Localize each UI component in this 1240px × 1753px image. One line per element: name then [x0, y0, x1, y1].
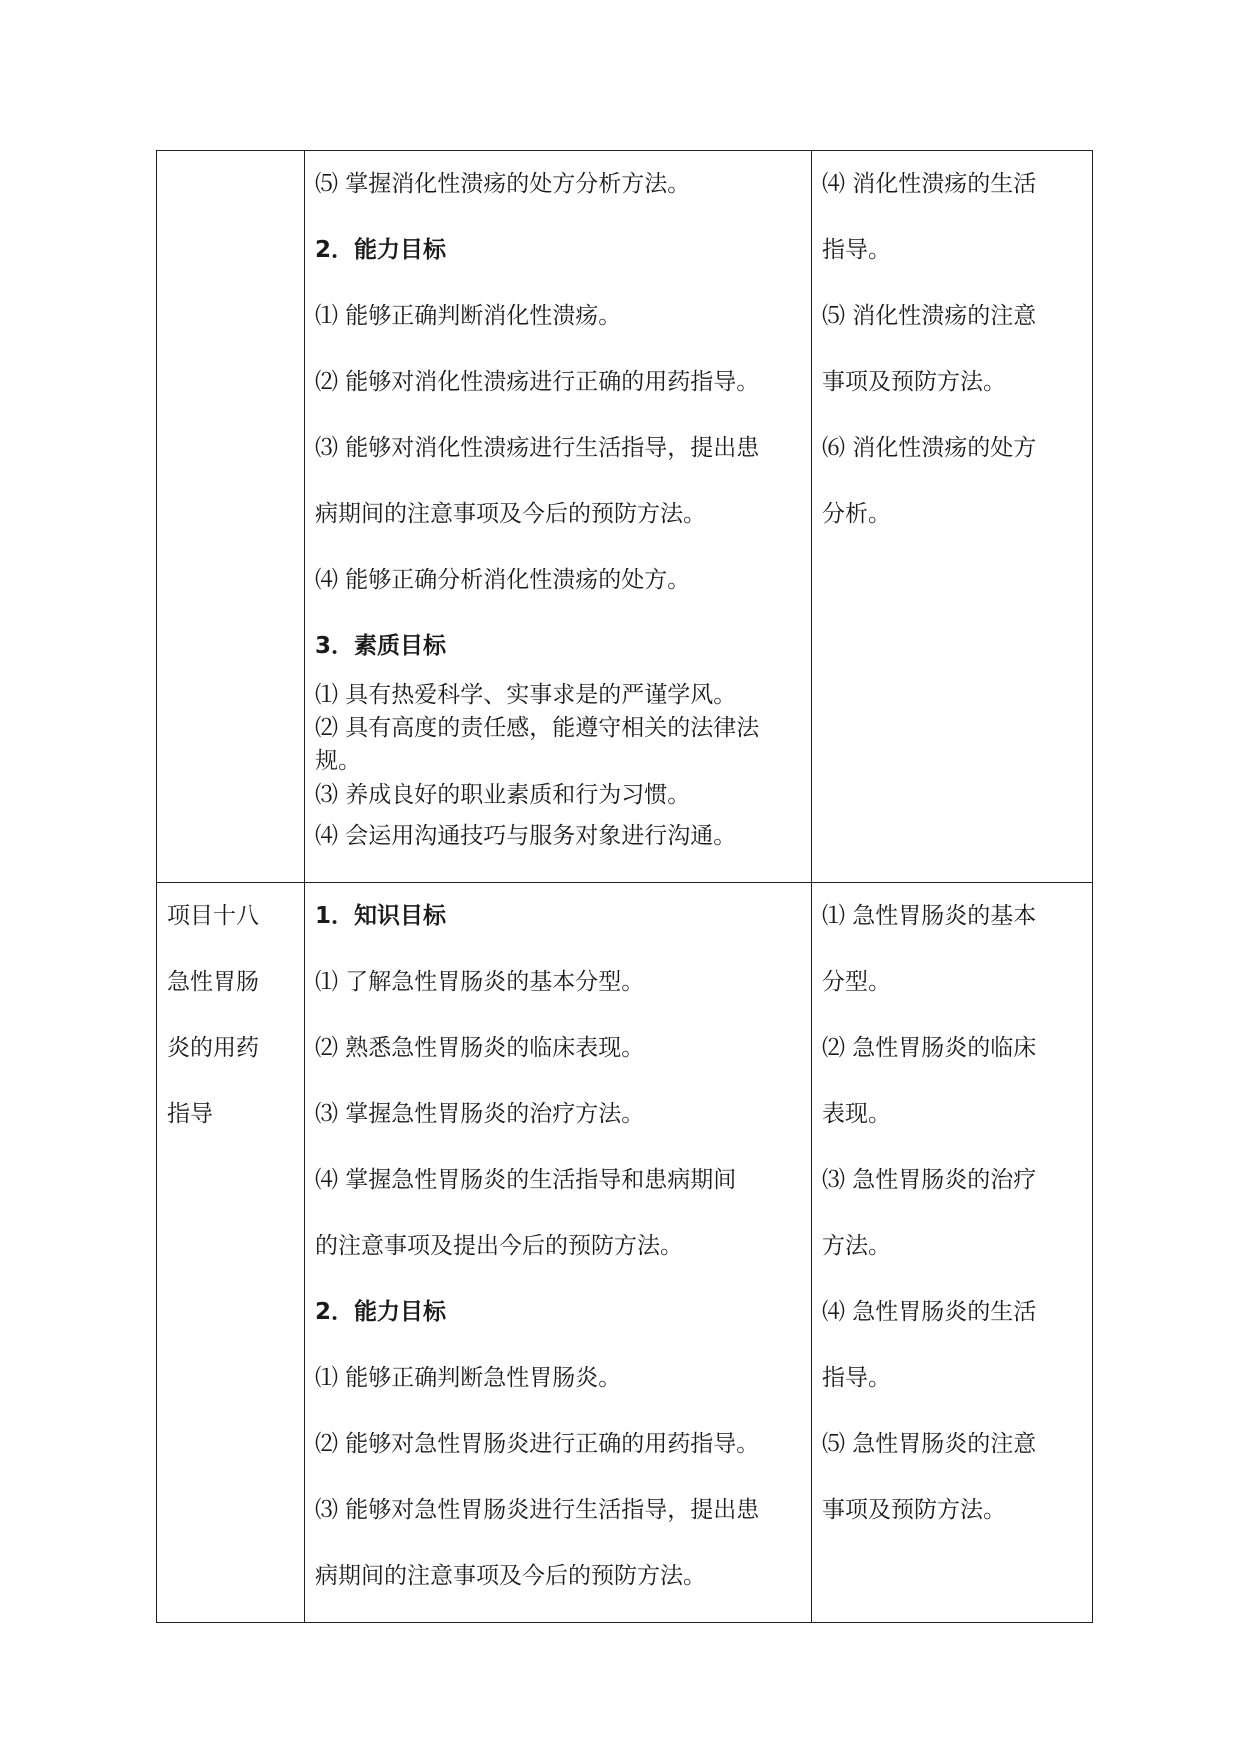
content-line: 分型。	[822, 969, 891, 995]
objective-line: ⑵ 能够对急性胃肠炎进行正确的用药指导。	[315, 1431, 760, 1457]
objective-line: ⑵ 能够对消化性溃疡进行正确的用药指导。	[315, 369, 760, 395]
content-line: 事项及预防方法。	[822, 369, 1006, 395]
content-line: ⑸ 消化性溃疡的注意	[822, 303, 1037, 329]
section-heading: 1．知识目标	[315, 903, 447, 929]
objective-line: ⑸ 掌握消化性溃疡的处方分析方法。	[315, 171, 691, 197]
objective-line: ⑷ 掌握急性胃肠炎的生活指导和患病期间	[315, 1167, 737, 1193]
objective-line: 病期间的注意事项及今后的预防方法。	[315, 1563, 706, 1589]
objective-line: ⑶ 能够对急性胃肠炎进行生活指导，提出患	[315, 1497, 760, 1523]
content-line: 方法。	[822, 1233, 891, 1259]
table-row	[157, 883, 1093, 1623]
objective-line: ⑴ 能够正确判断急性胃肠炎。	[315, 1365, 622, 1391]
objective-line: 病期间的注意事项及今后的预防方法。	[315, 501, 706, 527]
content-line: ⑷ 消化性溃疡的生活	[822, 171, 1037, 197]
teaching-content-cell	[812, 151, 1093, 883]
objective-line: ⑴ 了解急性胃肠炎的基本分型。	[315, 969, 645, 995]
content-line: 事项及预防方法。	[822, 1497, 1006, 1523]
project-name-cell	[157, 151, 305, 883]
content-line: ⑶ 急性胃肠炎的治疗	[822, 1167, 1037, 1193]
course-objectives-table	[156, 150, 1093, 1623]
table-row	[157, 151, 1093, 883]
content-line: 指导。	[822, 1365, 891, 1391]
content-line: 指导。	[822, 237, 891, 263]
objective-line: 的注意事项及提出今后的预防方法。	[315, 1233, 683, 1259]
content-line: 表现。	[822, 1101, 891, 1127]
section-heading: 2．能力目标	[315, 1299, 447, 1325]
project-name-cell	[157, 883, 305, 1623]
objectives-cell	[305, 151, 812, 883]
section-heading: 3．素质目标	[315, 633, 447, 659]
objective-line: ⑶ 能够对消化性溃疡进行生活指导，提出患	[315, 435, 760, 461]
objective-line: ⑷ 会运用沟通技巧与服务对象进行沟通。	[315, 823, 737, 849]
content-line: ⑵ 急性胃肠炎的临床	[822, 1035, 1037, 1061]
objective-line: ⑴ 能够正确判断消化性溃疡。	[315, 303, 622, 329]
section-heading: 2．能力目标	[315, 237, 447, 263]
content-line: ⑸ 急性胃肠炎的注意	[822, 1431, 1037, 1457]
project-title-line: 炎的用药	[167, 1035, 259, 1061]
objectives-cell	[305, 883, 812, 1623]
objective-line: ⑴ 具有热爱科学、实事求是的严谨学风。	[315, 682, 737, 708]
teaching-content-cell	[812, 883, 1093, 1623]
objective-line: ⑷ 能够正确分析消化性溃疡的处方。	[315, 567, 691, 593]
project-title-line: 项目十八	[167, 903, 259, 929]
project-title-line: 急性胃肠	[167, 969, 259, 995]
content-line: 分析。	[822, 501, 891, 527]
objective-line: ⑵ 具有高度的责任感，能遵守相关的法律法规。	[315, 715, 760, 774]
objective-line: ⑶ 掌握急性胃肠炎的治疗方法。	[315, 1101, 645, 1127]
objective-line: ⑵ 熟悉急性胃肠炎的临床表现。	[315, 1035, 645, 1061]
objective-line: ⑶ 养成良好的职业素质和行为习惯。	[315, 782, 691, 808]
content-line: ⑹ 消化性溃疡的处方	[822, 435, 1037, 461]
content-line: ⑷ 急性胃肠炎的生活	[822, 1299, 1037, 1325]
content-line: ⑴ 急性胃肠炎的基本	[822, 903, 1037, 929]
project-title-line: 指导	[167, 1101, 213, 1127]
